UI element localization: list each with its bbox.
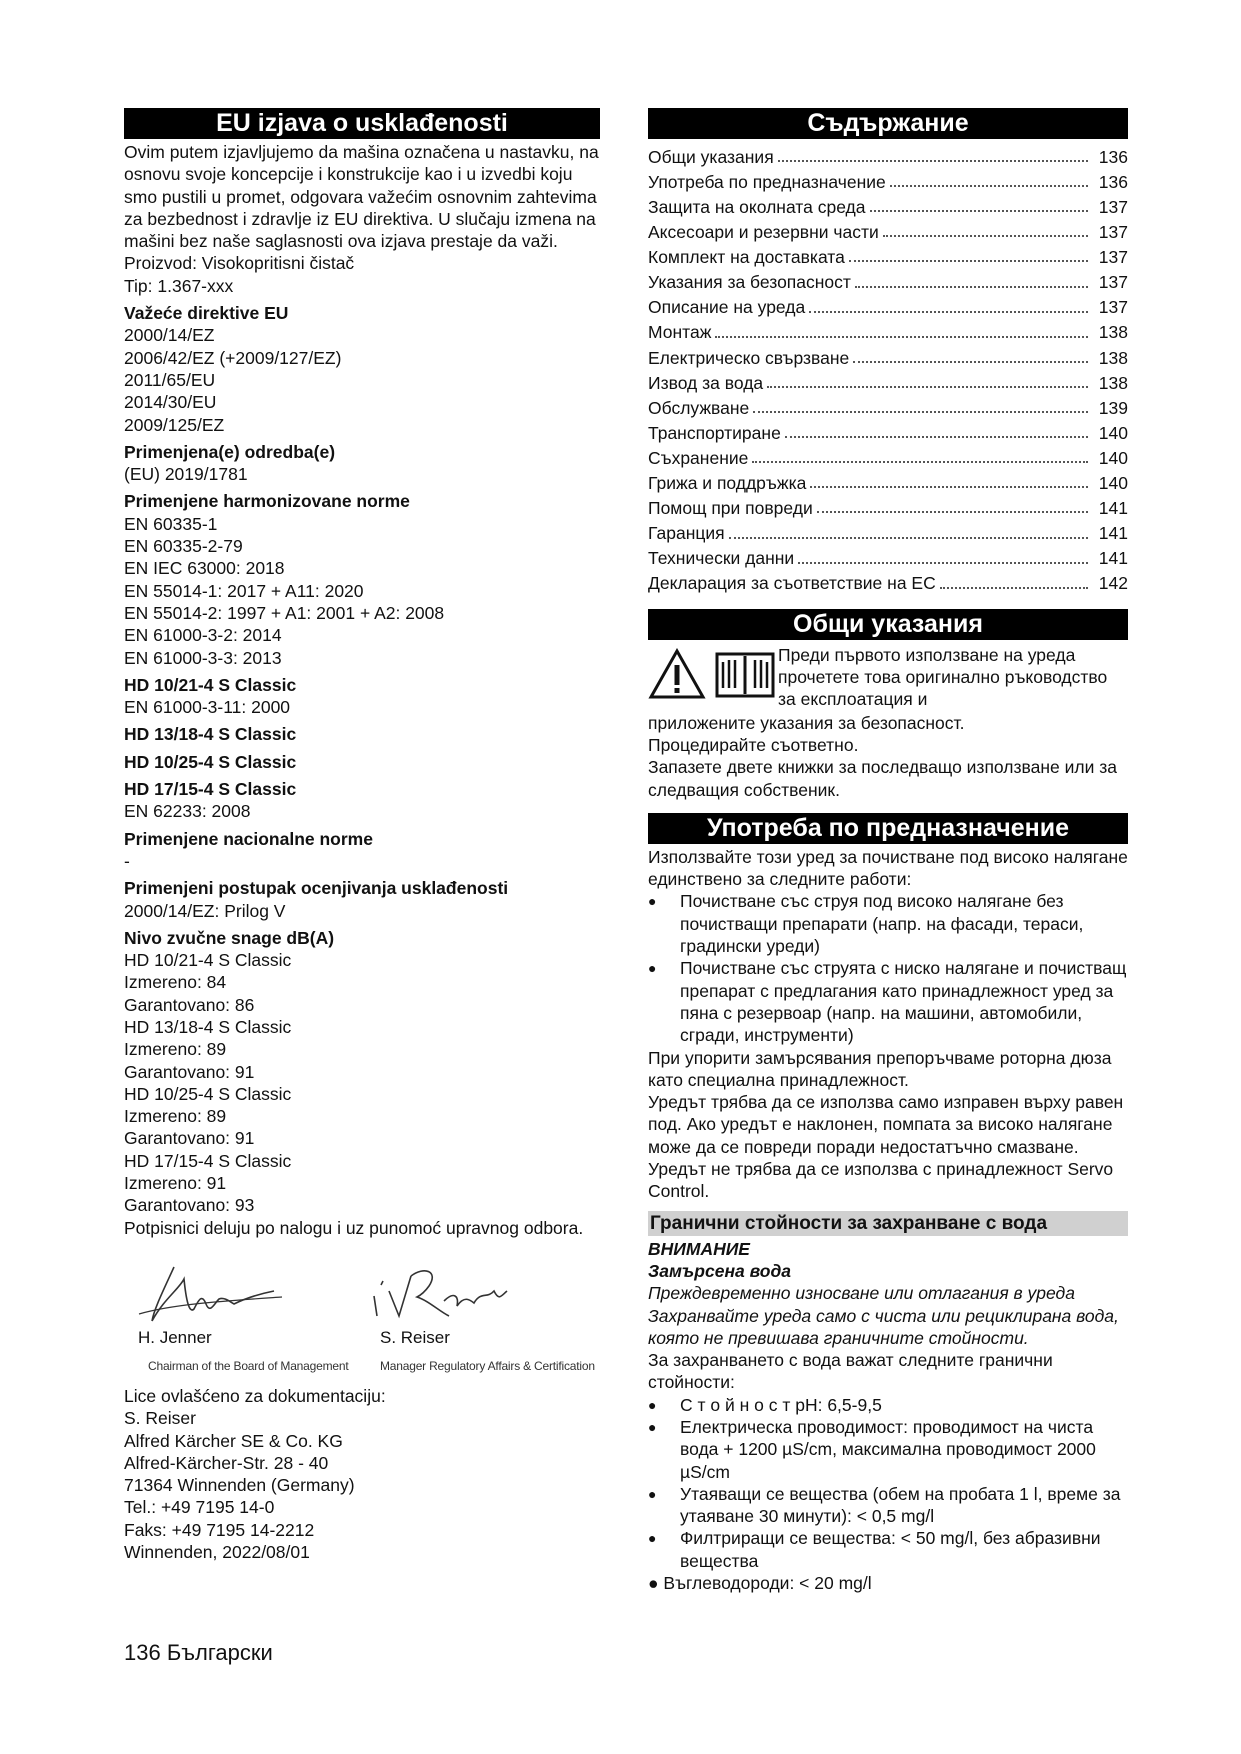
toc-page: 142 <box>1098 573 1128 594</box>
toc-leader <box>855 285 1088 288</box>
toc-page: 137 <box>1098 272 1128 293</box>
procedure-value: 2000/14/EZ: Prilog V <box>124 900 286 921</box>
regulation-heading: Primenjena(e) odredba(e) <box>124 441 336 462</box>
use-bullets <box>648 890 1128 1046</box>
attention-label: ВНИМАНИЕ <box>648 1238 750 1259</box>
list-item: Izmereno: 89 <box>124 1106 227 1127</box>
type-line: Tip: 1.367-xxx <box>124 275 234 296</box>
contact-line: Faks: +49 7195 14-2212 <box>124 1519 315 1540</box>
list-item: HD 13/18-4 S Classic <box>124 1016 292 1037</box>
national-heading: Primenjene nacionalne norme <box>124 828 373 849</box>
toc-leader <box>778 159 1088 162</box>
national-value: - <box>124 850 130 871</box>
list-item: HD 10/25-4 S Classic <box>124 1083 292 1104</box>
harmonized-heading: Primenjene harmonizovane norme <box>124 491 410 512</box>
manual-book-icon <box>715 648 775 700</box>
limits-last-line: ● Въглеводороди: < 20 mg/l <box>648 1573 872 1594</box>
use-text: Уредът трябва да се използва само изправен върху равен под. Ако уредът е наклонен, помпата за високо налягане може да се повреди поради недостатъчно смазване. <box>648 1092 1124 1157</box>
list-item: EN 60335-2-79 <box>124 536 243 557</box>
contact-line: Alfred Kärcher SE & Co. KG <box>124 1430 343 1451</box>
water-limits-heading: Гранични стойности за захранване с вода <box>648 1211 1128 1236</box>
list-item: 2009/125/EZ <box>124 414 225 435</box>
list-item: 2011/65/EU <box>124 369 216 390</box>
toc-leader <box>890 184 1088 187</box>
model-norm: EN 62233: 2008 <box>124 801 251 822</box>
signature-block <box>124 1251 600 1381</box>
toc-label: Защита на околната среда <box>648 196 866 217</box>
list-item: ● Почистване със струята с ниско налягане и почистващ препарат с предлагания като принадлежност уред за пяна с резервоар (напр. на машини, автомобили, сгради, инструменти) <box>648 957 1128 1046</box>
toc-page: 140 <box>1098 422 1128 443</box>
contact-line: Tel.: +49 7195 14-0 <box>124 1497 275 1518</box>
list-item: ● Почистване със струя под високо налягане без почистващи препарати (напр. на фасади, тераси, градински уреди) <box>648 890 1128 957</box>
list-item: EN 55014-2: 1997 + A1: 2001 + A2: 2008 <box>124 602 445 623</box>
toc-leader <box>853 360 1088 363</box>
toc-label: Грижа и поддръжка <box>648 473 807 494</box>
list-item: 2000/14/EZ <box>124 325 215 346</box>
toc-label: Извод за вода <box>648 372 764 393</box>
toc-entry[interactable] <box>648 168 1128 193</box>
list-item: EN 55014-1: 2017 + A11: 2020 <box>124 580 364 601</box>
toc-page: 136 <box>1098 171 1128 192</box>
directives-list <box>124 324 600 435</box>
toc-leader <box>883 234 1088 237</box>
list-item: Izmereno: 91 <box>124 1173 227 1194</box>
toc-entry[interactable] <box>648 243 1128 268</box>
list-item: EN 61000-3-2: 2014 <box>124 625 282 646</box>
polluted-water-label: Замърсена вода <box>648 1260 791 1281</box>
model-heading: HD 10/25-4 S Classic <box>124 751 297 772</box>
toc-entry[interactable] <box>648 369 1128 394</box>
toc-label: Електрическо свързване <box>648 347 850 368</box>
toc-entry[interactable] <box>648 193 1128 218</box>
use-text: Уредът не трябва да се използва с принадлежност Servo Control. <box>648 1159 1114 1202</box>
toc-entry[interactable] <box>648 394 1128 419</box>
toc-page: 136 <box>1098 146 1128 167</box>
toc-entry[interactable] <box>648 294 1128 319</box>
toc-entry[interactable] <box>648 444 1128 469</box>
list-item: EN IEC 63000: 2018 <box>124 558 285 579</box>
list-item: Garantovano: 86 <box>124 994 255 1015</box>
warning-triangle-icon <box>648 648 706 700</box>
signer-name: H. Jenner <box>138 1327 212 1347</box>
toc-label: Описание на уреда <box>648 297 806 318</box>
contact-line: Winnenden, 2022/08/01 <box>124 1542 310 1563</box>
regulation-value: (EU) 2019/1781 <box>124 464 248 485</box>
toc-label: Декларация за съответствие на ЕС <box>648 573 936 594</box>
toc-page: 141 <box>1098 548 1128 569</box>
signers-note: Potpisnici deluju po nalogu i uz punomoć upravnog odbora. <box>124 1217 584 1238</box>
list-item: EN 61000-3-3: 2013 <box>124 647 282 668</box>
page-footer: 136 Български <box>124 1640 273 1665</box>
toc-page: 140 <box>1098 447 1128 468</box>
toc-page: 137 <box>1098 196 1128 217</box>
use-intro: Използвайте този уред за почистване под високо налягане единствено за следните работи: <box>648 846 1128 890</box>
list-item: HD 10/21-4 S Classic <box>124 950 292 971</box>
toc-leader <box>785 435 1088 438</box>
general-text: приложените указания за безопасност. <box>648 712 965 733</box>
toc-leader <box>767 385 1088 388</box>
supply-warning: Захранвайте уреда само с чиста или рециклирана вода, която не превишава граничните стойности. <box>648 1305 1119 1348</box>
list-item: Garantovano: 91 <box>124 1128 255 1149</box>
signature-jenner <box>134 1259 284 1329</box>
toc-page: 141 <box>1098 523 1128 544</box>
toc-label: Гаранция <box>648 523 725 544</box>
toc-leader <box>940 586 1088 589</box>
toc-entry[interactable] <box>648 519 1128 544</box>
warning-text: Преди първото използване на уреда прочетете това оригинално ръководство за експлоатация и <box>778 644 1108 710</box>
contact-line: 71364 Winnenden (Germany) <box>124 1475 355 1496</box>
list-item: Izmereno: 89 <box>124 1039 227 1060</box>
toc-entry[interactable] <box>648 143 1128 168</box>
toc-leader <box>870 209 1089 212</box>
list-item: EN 60335-1 <box>124 513 218 534</box>
list-item: 2014/30/EU <box>124 392 217 413</box>
toc-label: Обслужване <box>648 397 750 418</box>
product-line: Proizvod: Visokopritisni čistač <box>124 253 355 274</box>
contact-line: Lice ovlašćeno za dokumentaciju: <box>124 1385 386 1406</box>
wear-warning: Преждевременно износване или отлагания в уреда <box>648 1283 1075 1304</box>
toc-label: Аксесоари и резервни части <box>648 222 879 243</box>
list-item: 2006/42/EZ (+2009/127/EZ) <box>124 347 342 368</box>
sound-list <box>124 949 600 1217</box>
toc-label: Съхранение <box>648 447 749 468</box>
toc-label: Помощ при повреди <box>648 498 813 519</box>
toc-leader <box>753 410 1088 413</box>
toc-page: 141 <box>1098 498 1128 519</box>
toc-leader <box>817 510 1088 513</box>
warning-block <box>648 644 1128 712</box>
toc-entry[interactable] <box>648 268 1128 293</box>
list-item: ● С т о й н о с т pH: 6,5-9,5 <box>648 1394 1128 1416</box>
toc-entry[interactable] <box>648 344 1128 369</box>
list-item: Garantovano: 91 <box>124 1061 255 1082</box>
general-text: Процедирайте съответно. <box>648 734 859 755</box>
list-item: ● Утаяващи се вещества (обем на пробата 1 l, време за утаяване 30 минути): < 0,5 mg/l <box>648 1483 1128 1528</box>
toc-page: 138 <box>1098 372 1128 393</box>
left-column <box>124 108 600 1563</box>
model-heading: HD 10/21-4 S Classic <box>124 674 297 695</box>
toc-label: Транспортиране <box>648 422 781 443</box>
signature-reiser <box>369 1261 509 1326</box>
toc-page: 137 <box>1098 247 1128 268</box>
documentation-contact <box>124 1385 600 1563</box>
list-item: Izmereno: 84 <box>124 972 227 993</box>
intended-use-header: Употреба по предназначение <box>648 813 1128 844</box>
toc-label: Технически данни <box>648 548 795 569</box>
table-of-contents <box>648 143 1128 595</box>
toc-leader <box>752 460 1088 463</box>
limits-list <box>648 1394 1128 1572</box>
sound-heading: Nivo zvučne snage dB(A) <box>124 927 335 948</box>
toc-label: Монтаж <box>648 322 712 343</box>
toc-page: 137 <box>1098 222 1128 243</box>
model-heading: HD 13/18-4 S Classic <box>124 724 297 745</box>
toc-page: 137 <box>1098 297 1128 318</box>
toc-page: 138 <box>1098 322 1128 343</box>
toc-entry[interactable] <box>648 570 1128 595</box>
signer-title: Chairman of the Board of Management <box>148 1358 349 1373</box>
toc-leader <box>715 335 1088 338</box>
right-column <box>648 108 1128 1594</box>
toc-label: Употреба по предназначение <box>648 171 886 192</box>
toc-entry[interactable] <box>648 319 1128 344</box>
signer-title: Manager Regulatory Affairs & Certification <box>380 1358 595 1373</box>
harmonized-list <box>124 513 600 669</box>
list-item: ● Електрическа проводимост: проводимост на чиста вода + 1200 µS/cm, максимална проводимост 2000 µS/cm <box>648 1416 1128 1483</box>
toc-page: 140 <box>1098 473 1128 494</box>
toc-header: Съдържание <box>648 108 1128 139</box>
procedure-heading: Primenjeni postupak ocenjivanja usklađenosti <box>124 878 509 899</box>
list-item: ● Филтриращи се вещества: < 50 mg/l, без абразивни вещества <box>648 1527 1128 1572</box>
toc-entry[interactable] <box>648 419 1128 444</box>
intro-text: Ovim putem izjavljujemo da mašina označena u nastavku, na osnovu svoje koncepcije i konstrukcije kao i u izvedbi koju smo pustili u promet, odgovara važećim osnovnim zahtevima za bezbednost i zdravlje iz EU direktiva. U slučaju izmena na mašini bez naše saglasnosti ova izjava prestaje da važi. <box>124 142 599 252</box>
model-norm: EN 61000-3-11: 2000 <box>124 697 291 718</box>
list-item: HD 17/15-4 S Classic <box>124 1150 292 1171</box>
limits-intro: За захранването с вода важат следните гранични стойности: <box>648 1350 1053 1393</box>
general-text: Запазете двете книжки за последващо използване или за следващия собственик. <box>648 757 1117 800</box>
toc-label: Общи указания <box>648 146 774 167</box>
toc-leader <box>798 561 1088 564</box>
use-text: При упорити замърсявания препоръчваме роторна дюза като специална принадлежност. <box>648 1047 1112 1090</box>
contact-line: S. Reiser <box>124 1408 196 1429</box>
contact-line: Alfred-Kärcher-Str. 28 - 40 <box>124 1452 329 1473</box>
general-header: Общи указания <box>648 609 1128 640</box>
toc-leader <box>809 310 1088 313</box>
toc-page: 138 <box>1098 347 1128 368</box>
toc-label: Комплект на доставката <box>648 247 845 268</box>
toc-leader <box>729 536 1088 539</box>
toc-entry[interactable] <box>648 545 1128 570</box>
signer-name: S. Reiser <box>380 1327 450 1347</box>
model-heading: HD 17/15-4 S Classic <box>124 779 297 800</box>
toc-label: Указания за безопасност <box>648 272 851 293</box>
eu-declaration-header: EU izjava o usklađenosti <box>124 108 600 139</box>
toc-leader <box>849 259 1088 262</box>
list-item: Garantovano: 93 <box>124 1195 255 1216</box>
directives-heading: Važeće direktive EU <box>124 303 289 324</box>
warning-icons <box>648 648 775 700</box>
toc-entry[interactable] <box>648 218 1128 243</box>
toc-entry[interactable] <box>648 494 1128 519</box>
toc-leader <box>810 485 1088 488</box>
toc-entry[interactable] <box>648 469 1128 494</box>
toc-page: 139 <box>1098 397 1128 418</box>
